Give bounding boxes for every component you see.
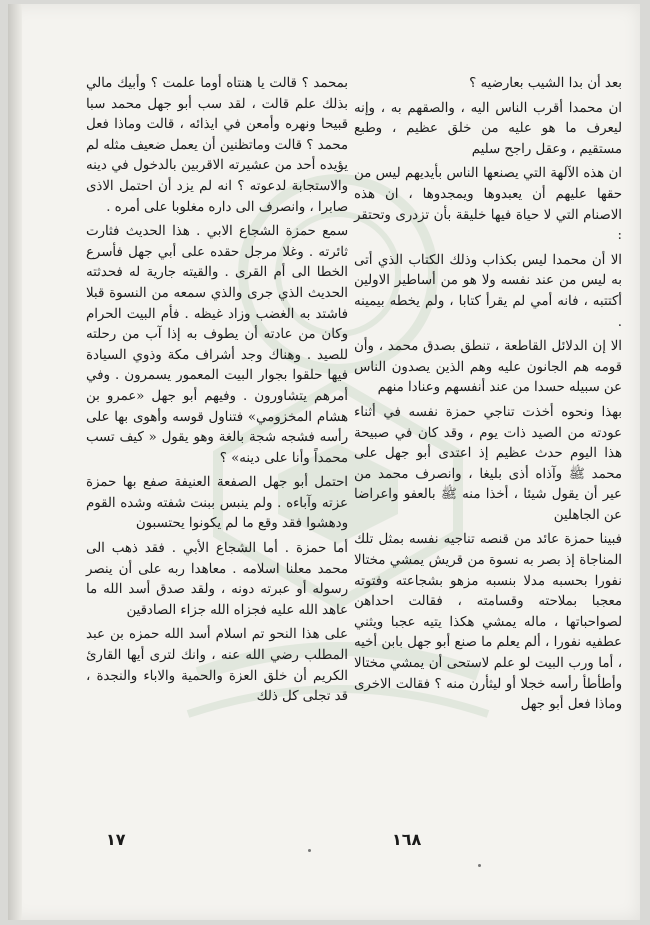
paragraph: احتمل أبو جهل الصفعة العنيفة صفع بها حمزة عزته وآباءه . ولم ينبس ببنت شفته وشده القوم ودهشوا فقد وقع ما لم يكونوا يحتسبون — [86, 475, 348, 532]
paragraph: بهذا ونحوه أخذت تناجي حمزة نفسه في أثناء عودته من الصيد ذات يوم ، وقد كان في صبيحة هذا اليوم حدث عظيم إذ اعتدى أبو جهل على محمد ﷺ وآذاه أذى بليغا ، وانصرف محمد من عير أن يقول شيئا ، أخذا منه ﷺ بالعفو واعراضا عن الجاهلين — [354, 404, 622, 523]
paragraph: ان محمدا أقرب الناس اليه ، والصقهم به ، وإنه ليعرف ما هو عليه من خلق عظيم ، وطبع مستقيم ، وعقل راجح سليم — [354, 100, 622, 157]
paragraph: سمع حمزة الشجاع الابي . هذا الحديث فثارت ثائرته . وغلا مرجل حقده على أبي جهل فأسرع الخطا الى أم القرى . والقيته جارية له فحدثته الحديث الذي جرى والذي سمعه من النسوة قبلا فاشتد به الغضب وزاد غيظه . فأم البيت الحرام وكان من عادته أن يطوف به إذا آب من رحلته للصيد . وهناك وجد أشراف مكة وذوي السيادة فيها حلقوا بجوار البيت المعمور يسمرون . وفي أمرهم يتشاورون . وفيهم أبو جهل «عمرو بن هشام المخزومي» فتناول قوسه وأهوى بها على رأسه فشجه شجة بالغة وهو يقول « كيف تسب محمداً وأنا على دينه» ؟ — [86, 224, 348, 466]
paragraph: ان هذه الآلهة التي يصنعها الناس بأيديهم ليس من حقها عليهم أن يعبدوها ويمجدوها ، ان هذه الاصنام التي لا حياة فيها خليقة بأن تزدرى وتحتقر : — [354, 166, 622, 244]
paragraph: الا إن الدلائل القاطعة ، تنطق بصدق محمد ، وأن قومه هم الجانون عليه وهم الذين يصدون الناس عن سبيله حسدا من عند أنفسهم وعنادا منهم — [354, 339, 622, 396]
paragraph: على هذا النحو تم اسلام أسد الله حمزه بن عبد المطلب رضي الله عنه ، وانك لترى أيها القارئ الكريم أن خلق العزة والحمية والاباء والنجدة ، قد تجلى كل ذلك — [86, 627, 348, 705]
ink-speck — [478, 864, 481, 867]
page-number-right: ١٦٨ — [392, 830, 422, 849]
paragraph: أما حمزة . أما الشجاع الأبي . فقد ذهب الى محمد معلنا اسلامه . معاهدا ربه على أن ينصر رسوله أو عبرته دونه ، ولقد صدق أسد الله ما عاهد الله عليه فجزاه الله جزاء الصادقين — [86, 541, 348, 618]
paragraph: فبينا حمزة عائد من قنصه تناجيه نفسه بمثل تلك المناجاة إذ بصر به نسوة من قريش يمشي مختالا نفورا بحسبه مدلا بنسبه مزهو بشجاعته وفتوته معجبا بملاحته وقسامته ، فقالت احداهن لصواحباتها ، ماله يمشي هكذا يتيه عجبا ويثني عطفيه نفورا ، ألم يعلم ما صنع أبو جهل بابن أخيه ، أما ورب البيت لو علم لاستحى أن يمشي مختالا وأطأطأ رأسه خجلا أو ليثأرن منه ؟ فقالت الاخرى وماذا فعل أبو جهل — [354, 532, 622, 713]
paragraph: بعد أن بدا الشيب بعارضيه ؟ — [469, 76, 622, 91]
page-number-left: ١٧ — [106, 830, 126, 849]
right-column — [354, 74, 622, 720]
left-column — [86, 74, 348, 712]
ink-speck — [308, 849, 311, 852]
paragraph: بمحمد ؟ قالت يا هنتاه أوما علمت ؟ وأبيك مالي بذلك علم قالت ، لقد سب أبو جهل محمد سبا قبيحا ونهره وأمعن في ايذائه ، قالت وماذا فعل محمد ؟ قالت وماتظنين أن يعمل ضعيف مثله لم يؤيده أحد من عشيرته الاقربين بالدخول في دينه والاستجابة لدعوته ؟ انه لم يزد أن احتمل الاذى صابرا ، وانصرف الى داره مغلوبا على أمره . — [86, 76, 348, 215]
page-binding-edge — [8, 4, 22, 920]
paragraph: الا أن محمدا ليس بكذاب وذلك الكتاب الذي أتى به ليس من عند نفسه ولا هو من أساطير الاولين أكتتبه ، فانه أمي لم يقرأ كتابا ، ولم يخطه بيمينه . — [354, 252, 622, 330]
book-page — [8, 4, 640, 920]
